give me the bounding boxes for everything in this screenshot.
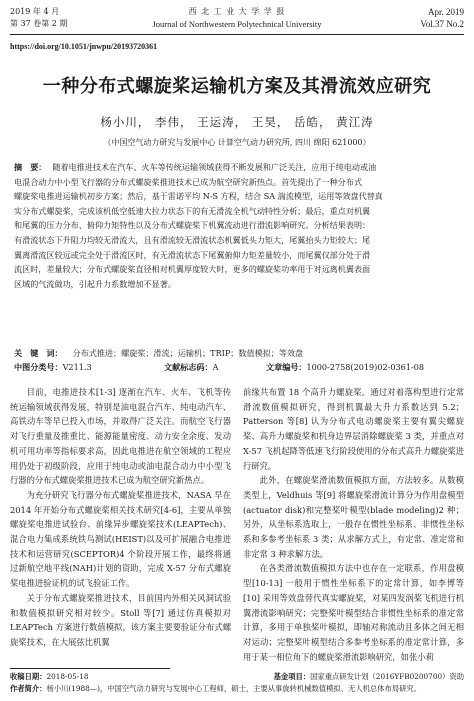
body-paragraph: 为充分研究飞行器分布式螺旋桨推进技术，NASA 早在 2014 年开始分布式螺旋桨相关技术研究[4-6]，主要从单独螺旋桨电推进试验台、前缘异步螺旋桨技术(LEAPTech)、混合电力集成系统铁鸟测试(HEIST)以及可扩展融合电推进技术和运营研究(SCEPTOR)4 个阶段开展工作，最终将通过新航空地平线(NAH)计划的资助，完成 X-57 分布式螺旋桨电推进验证机的试飞验证工作。 [10,489,231,589]
header-rule [10,34,464,35]
body-paragraph: 在各类滑流数值模拟方法中也存在一定联系，作用盘模型[10-13] 一般用于惯性坐标系下的定常计算，如李博等[10] 采用等效盘替代真实螺旋桨，对某四发涡桨飞机进行机翼滑流影响研究；完整桨叶模型结合非惯性坐标系的准定常计算，多用于单独桨叶模拟，即轴对称流动且多体之间无相对运动；完整桨叶模型结合多参考坐标系的准定常计算，多用于某一相位角下的螺旋桨滑流影响研究，如张小莉 [243,563,464,662]
journal-name-en: Journal of Northwestern Polytechnical University [152,19,322,29]
classification-line [14,362,460,376]
header-volume-en: Vol.37 No.2 [420,19,464,29]
abstract-line: 实分布式螺旋桨，完成该机低空低速大拉力状态下的有无滑流全机气动特性分析；最后，重点对机翼 [14,205,371,216]
header-date-en: Apr. 2019 [428,7,464,17]
author-bio: 杨小川(1988—)，中国空气动力研究与发展中心工程师，硕士，主要从事旋转机械数值模拟、无人机总体布局研究。 [46,684,421,693]
abstract-line: 螺旋桨电推进运输机初步方案；然后，基于雷诺平均 N-S 方程，结合 SA 湍流模型，运用等效盘代替真 [14,191,383,202]
article-number-label: 文章编号： [266,362,307,372]
clc-value: V211.3 [62,362,92,372]
running-header [10,6,464,36]
fund-label: 基金项目： [273,672,311,681]
abstract-line: 流区时，差量较大；分布式螺旋桨直径相对机翼厚度较大时，更多的螺旋桨功率用于对远离机翼表面 [14,264,371,275]
article-number-value: 1000-2758(2019)02-0361-08 [306,362,424,372]
keywords-text: 分布式推进；螺旋桨；滑流；运输机；TRIP；数值模拟；等效盘 [72,348,304,358]
clc-label: 中图分类号： [14,362,63,372]
article-title: 一种分布式螺旋桨运输机方案及其滑流效应研究 [42,76,432,97]
footnote-author [10,683,464,694]
footnote-rule [10,668,170,669]
abstract-label: 摘 要： [14,162,47,172]
header-center [10,6,464,30]
abstract [14,160,460,291]
abstract-line: 有滑流状态下升阻力均较无滑流大，且有滑流较无滑流状态机翼低头力矩大，尾翼抬头力矩较大；尾 [14,234,371,245]
keywords-label: 关 键 词： [14,348,63,358]
journal-name-cn: 西 北 工 业 大 学 学 报 [188,7,286,16]
abstract-line: 翼离滑流区较远或完全处于滑流区时，有无滑流状态下尾翼俯仰力矩差量较小，而尾翼仅部分处于滑 [14,249,371,260]
doi-link[interactable]: https://doi.org/10.1051/jnwpu/20193720361 [10,42,158,51]
footnote-received-fund [10,671,464,682]
keywords [14,346,460,360]
body-column-right [243,385,464,664]
abstract-line: 电混合动力中小型飞行器的分布式螺旋桨推进技术已成为航空研究新热点。首先提出了一种分布式 [14,176,363,187]
header-volume-issue: 第 37 卷第 2 期 [10,19,68,28]
body-paragraph: 目前，电推进技术[1-3] 逐渐在汽车、火车、飞机等传统运输领域获得发展，特别是油电混合汽车、纯电动汽车、高铁动车等早已投入市场，并取得广泛关注。而航空飞行器对飞行重量及推重比、能源能量密度、动力安全余度、发动机可用功率等指标要求高，因此电推进在航空领域的工程应用仍处于初级阶段，应用于纯电动或油电混合动力中小型飞行器的分布式螺旋桨推进技术已成为航空研究新热点。 [10,387,231,486]
body-column-left [10,385,231,650]
fund-info [274,671,464,682]
abstract-line: 区域的气流做功，引起升力系数增加不显著。 [14,278,176,289]
abstract-line: 和尾翼的压力分布、俯仰力矩特性以及分布式螺旋桨下机翼流动进行滑流影响研究。分析结果表明： [14,220,371,231]
doc-code-label: 文献标志码： [164,362,213,372]
body-columns [10,385,464,663]
body-paragraph: 此外，在螺旋桨滑流数值模拟方面，方法较多。从数模类型上，Veldhuis 等[9] 将螺旋桨滑流计算分为作用盘模型(actuator disk)和完整桨叶模型(blade modeling)2 种；另外，从坐标系选取上，一般存在惯性坐标系、非惯性坐标系和多参考坐标系 3 类；从求解方式上，有定常、准定常和非定常 3 种求解方法。 [243,475,464,559]
received-date: 2018-05-18 [46,672,89,681]
affiliation: （中国空气动力研究与发展中心 计算空气动力研究所, 四川 绵阳 621000） [103,138,371,147]
document-code [164,362,218,373]
abstract-line: 随着电推进技术在汽车、火车等传统运输领域获得不断发展和广泛关注，应用于纯电动或油 [52,162,377,172]
doc-code-value: A [212,362,219,372]
clc-number [14,362,92,373]
received-label: 收稿日期： [10,672,47,681]
fund-value: 国家重点研发计划（2016YFB0200700）资助 [310,672,464,681]
body-paragraph: 前缘共布置 18 个高升力螺旋桨。通过对着落构型进行定常滑流数值模拟研究，得到机翼最大升力系数达到 5.2；Patterson 等[8] 认为分布式电动螺旋桨主要有翼尖螺旋桨、高升力螺旋桨和机身边界层消除螺旋桨 3 类，并重点对 X-57 飞机起降等低速飞行阶段使用的分布式高升力螺旋桨进行研究。 [243,387,464,471]
author-list: 杨小川， 李伟， 王运涛， 王昊， 岳皓， 黄江涛 [100,115,374,129]
author-bio-label: 作者简介： [10,684,47,693]
body-paragraph: 关于分布式螺旋桨推进技术，目前国内外相关风洞试验和数值模拟研究相对较少。Stoll 等[7] 通过仿真模拟对 LEAPTech 方案进行数值模拟，该方案主要要验证分布式螺旋桨技术，在大展弦比机翼 [10,592,231,647]
header-date: 2019 年 4 月 [10,7,60,16]
article-number [266,362,424,373]
header-right [420,6,464,30]
